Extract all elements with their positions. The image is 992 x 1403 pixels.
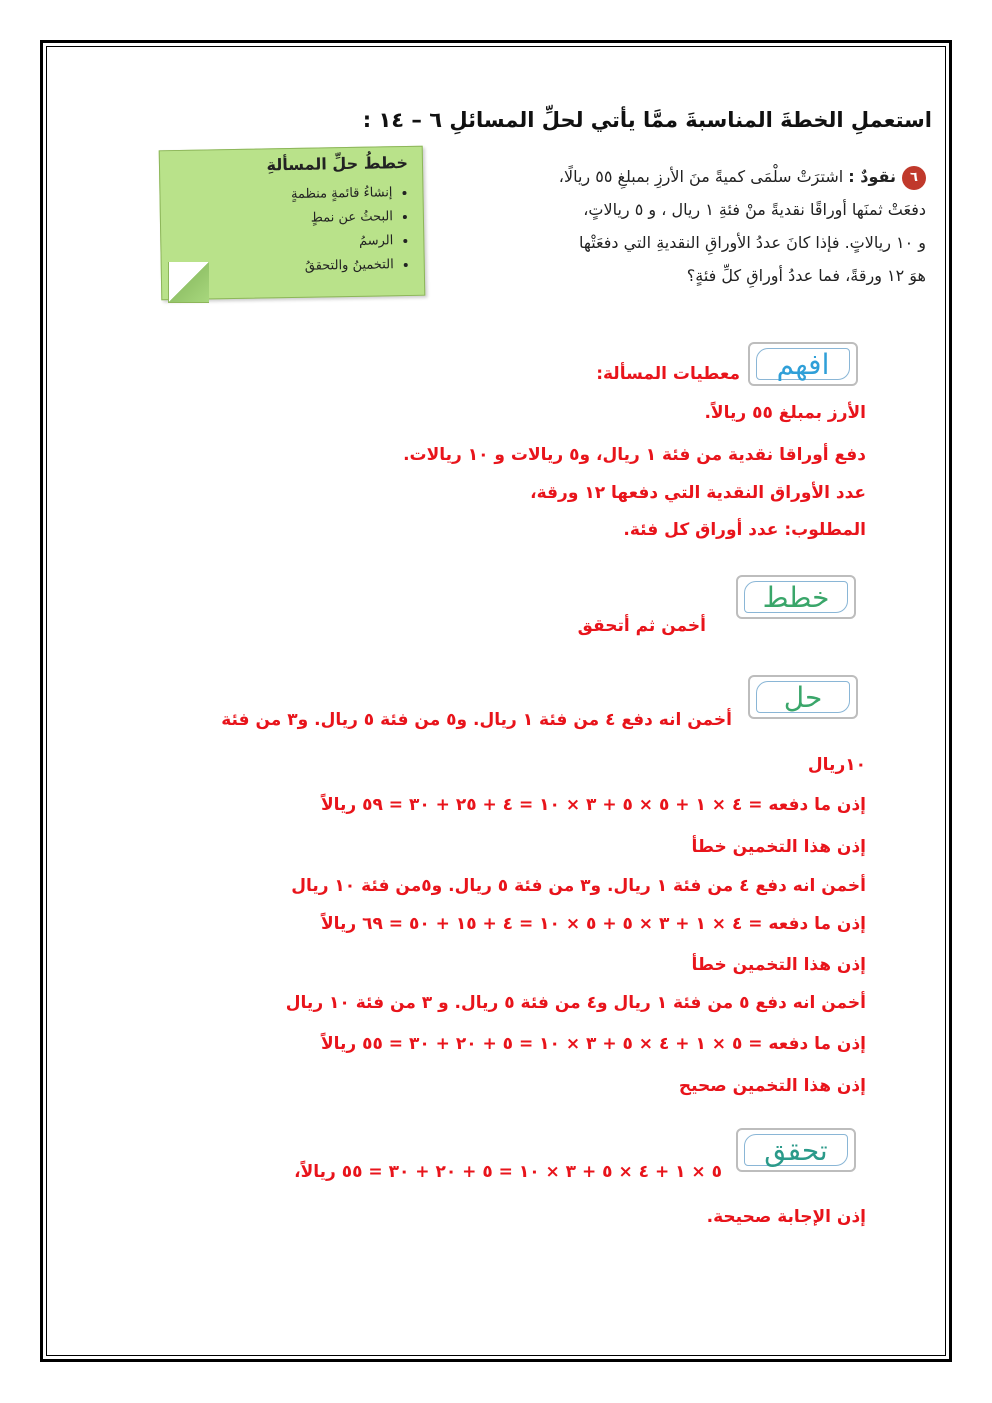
strategy-item: • التخمينُ والتحققُ [292, 253, 394, 279]
solution-line: إذن هذا التخمين خطأ [691, 837, 866, 857]
strategy-item: • إنشاءُ قائمةٍ منظمةٍ [291, 181, 393, 207]
strategy-item: • الرسمُ [292, 229, 394, 255]
exercise-instruction: استعملِ الخطةَ المناسبةَ ممَّا يأتي لحلِّ المسائلِ ٦ – ١٤ : [362, 108, 932, 132]
question-number-badge: ٦ [902, 166, 926, 190]
problem-line: هوَ ١٢ ورقةً، فما عددُ أوراقِ كلِّ فئةٍ؟ [686, 266, 926, 285]
solution-line: إذن هذا التخمين خطأ [691, 955, 866, 975]
solution-line: أخمن انه دفع ٥ من فئة ١ ريال و٤ من فئة ٥ ريال. و ٣ من فئة ١٠ ريال [285, 993, 866, 1013]
understand-heading: معطيات المسألة: [596, 364, 740, 384]
check-line: ٥ × ١ + ٤ × ٥ + ٣ × ١٠ = ٥ + ٢٠ + ٣٠ = ٥٥ ريالاً، [294, 1162, 722, 1182]
problem-line: دفعَتْ ثمنَها أوراقًا نقديةً منْ فئةِ ١ ريال ، و ٥ ريالاتٍ، [583, 200, 926, 219]
problem-line [516, 160, 926, 193]
check-tag-label: تحقق [744, 1134, 848, 1166]
given-line: دفع أوراقا نقدية من فئة ١ ريال، و٥ ريالات و ١٠ ريالات. [403, 445, 866, 465]
problem-statement [516, 160, 926, 292]
solution-line-text: أخمن انه دفع ٤ من فئة ١ ريال. و٥ من فئة ٥ ريال. و٣ من فئة [221, 710, 732, 730]
solution-line: أخمن انه دفع ٤ من فئة ١ ريال. و٣ من فئة ٥ ريال. و٥من فئة ١٠ ريال [291, 876, 866, 896]
plan-text: أخمن ثم أتحقق [577, 616, 706, 636]
given-line: الأرز بمبلغ ٥٥ ريالاً. [704, 403, 866, 423]
given-line: عدد الأوراق النقدية التي دفعها ١٢ ورقة، [530, 483, 866, 503]
problem-line: اشترَتْ سلْمَى كميةً منَ الأرزِ بمبلغِ ٥٥ ريالًا، [558, 167, 844, 186]
solution-line: إذن هذا التخمين صحيح [678, 1076, 866, 1096]
problem-line: و ١٠ ريالاتٍ. فإذا كانَ عددُ الأوراقِ النقديةِ التي دفعَتْها [578, 233, 926, 252]
note-title: خططُ حلِّ المسألةِ [266, 152, 409, 175]
solution-line: إذن ما دفعه = ٤ × ١ + ٣ × ٥ + ٥ × ١٠ = ٤ + ١٥ + ٥٠ = ٦٩ ريالاً [320, 914, 866, 934]
note-folded-corner [168, 262, 209, 303]
required-line: المطلوب: عدد أوراق كل فئة. [623, 520, 866, 540]
understand-tag [748, 342, 858, 386]
check-tag [736, 1128, 856, 1172]
understand-tag-label: افهم [756, 348, 850, 380]
strategy-list [291, 181, 410, 279]
plan-tag-label: خطط [744, 581, 848, 613]
solution-line [221, 710, 732, 730]
problem-label: نقودٌ : [848, 167, 896, 186]
solution-line: ١٠ريال [807, 755, 866, 775]
solve-tag [748, 675, 858, 719]
check-conclusion: إذن الإجابة صحيحة. [706, 1207, 866, 1227]
solution-line: إذن ما دفعه = ٤ × ١ + ٥ × ٥ + ٣ × ١٠ = ٤ + ٢٥ + ٣٠ = ٥٩ ريالاً [320, 795, 866, 815]
strategy-item: • البحثُ عن نمطٍ [291, 205, 393, 231]
solution-line: إذن ما دفعه = ٥ × ١ + ٤ × ٥ + ٣ × ١٠ = ٥ + ٢٠ + ٣٠ = ٥٥ ريالاً [320, 1034, 866, 1054]
plan-tag [736, 575, 856, 619]
solve-tag-label: حل [756, 681, 850, 713]
